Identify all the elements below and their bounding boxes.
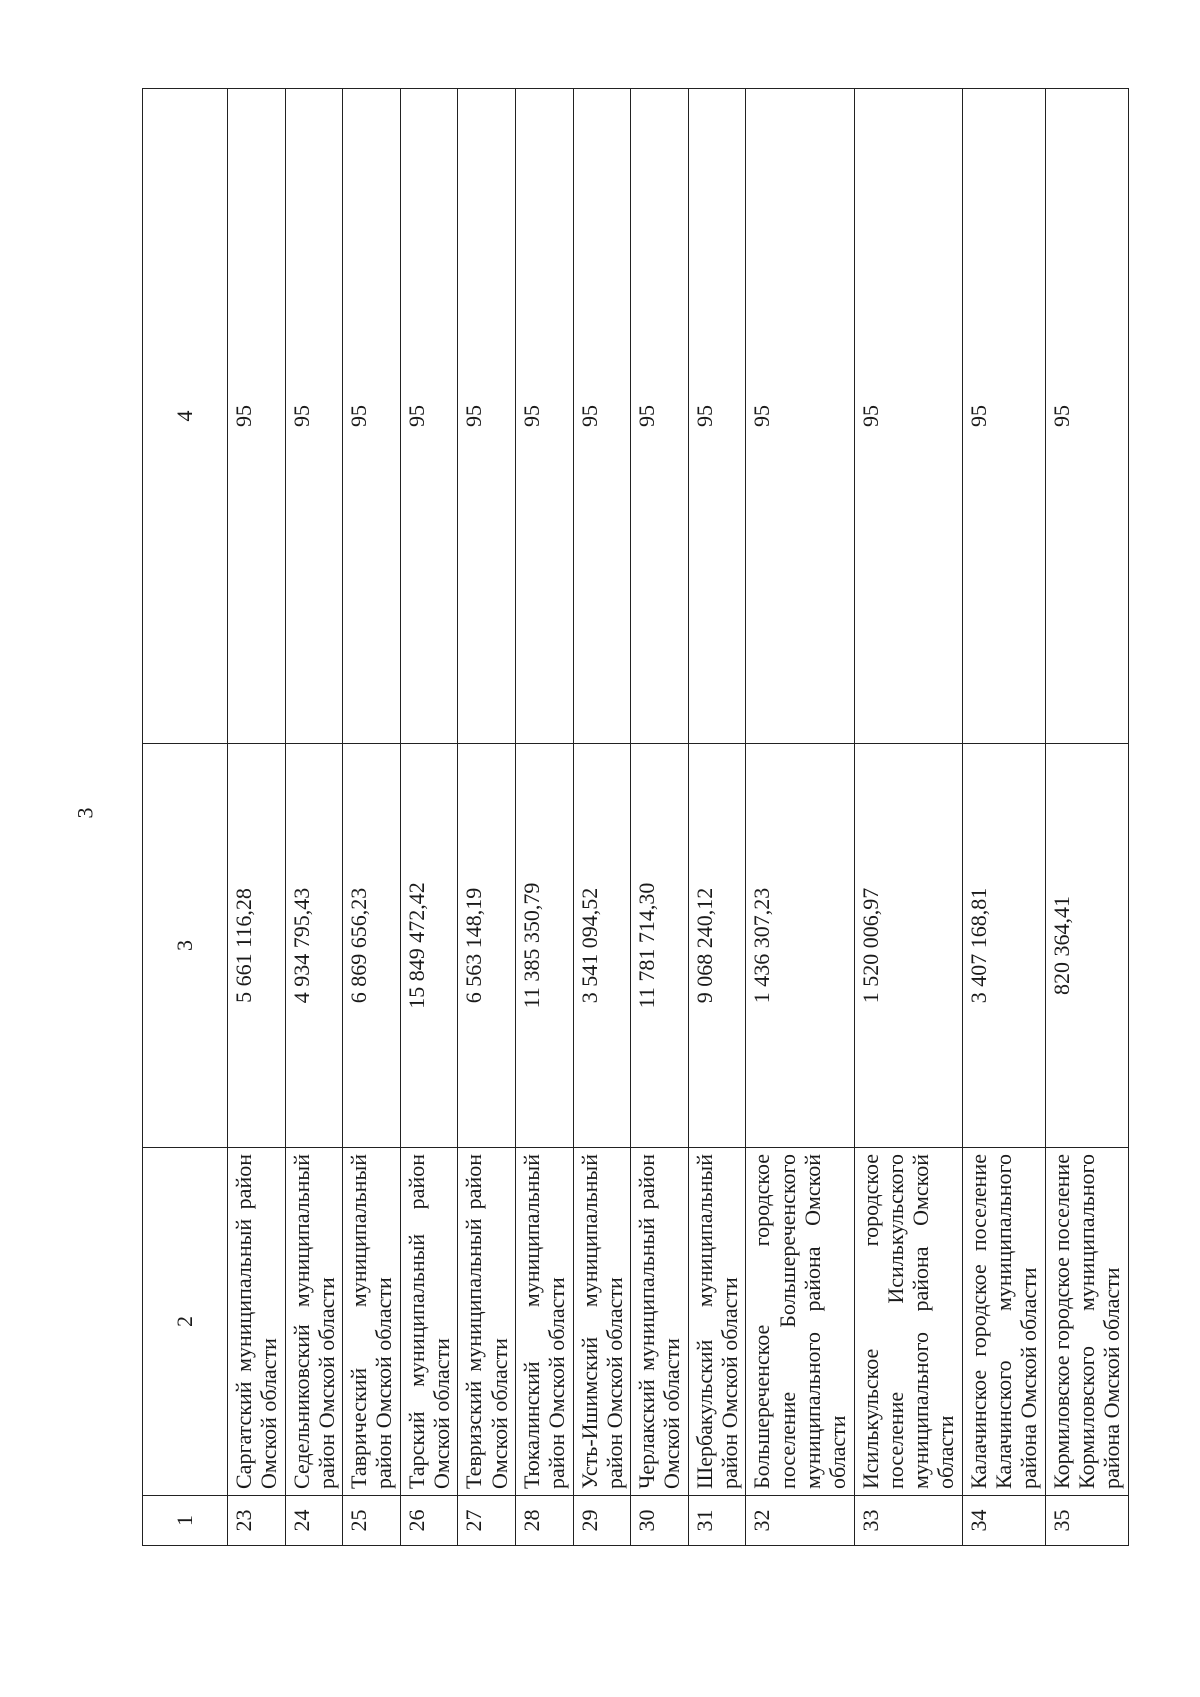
amount-value: 1 436 307,23 [746,744,854,1148]
amount-value: 5 661 116,28 [228,744,286,1148]
table-body [228,89,1129,1546]
row-number: 32 [746,1496,854,1546]
percent-value: 95 [400,89,458,744]
table-row [746,89,854,1546]
percent-value: 95 [1045,89,1128,744]
row-number: 35 [1045,1496,1128,1546]
row-number: 24 [285,1496,343,1546]
table-row [458,89,516,1546]
amount-value: 11 781 714,30 [631,744,689,1148]
municipality-name: Таврический муниципальный район Омской области [343,1148,401,1496]
row-number: 23 [228,1496,286,1546]
row-number: 25 [343,1496,401,1546]
percent-value: 95 [228,89,286,744]
header-col-1: 1 [143,1496,228,1546]
table-header-row [143,89,228,1546]
table-row [343,89,401,1546]
municipality-name: Черлакский муниципальный район Омской области [631,1148,689,1496]
table-row [1045,89,1128,1546]
table-row [688,89,746,1546]
page-number: 3 [72,807,98,819]
percent-value: 95 [343,89,401,744]
amount-value: 9 068 240,12 [688,744,746,1148]
percent-value: 95 [515,89,573,744]
row-number: 27 [458,1496,516,1546]
amount-value: 3 541 094,52 [573,744,631,1148]
header-col-3: 3 [143,744,228,1148]
table-wrapper [142,89,1125,1546]
municipality-name: Кормиловское городское поселение Кормиловского муниципального района Омской области [1045,1148,1128,1496]
municipality-name: Калачинское городское поселение Калачинского муниципального района Омской области [962,1148,1045,1496]
amount-value: 820 364,41 [1045,744,1128,1148]
municipality-name: Шербакульский муниципальный район Омской области [688,1148,746,1496]
table-row [854,89,962,1546]
percent-value: 95 [962,89,1045,744]
row-number: 31 [688,1496,746,1546]
municipality-name: Тарский муниципальный район Омской области [400,1148,458,1496]
table-row [400,89,458,1546]
percent-value: 95 [746,89,854,744]
percent-value: 95 [458,89,516,744]
percent-value: 95 [573,89,631,744]
municipality-name: Большереченское городское поселение Большереченского муниципального района Омской области [746,1148,854,1496]
municipality-name: Седельниковский муниципальный район Омской области [285,1148,343,1496]
amount-value: 11 385 350,79 [515,744,573,1148]
percent-value: 95 [854,89,962,744]
municipality-name: Тюкалинский муниципальный район Омской области [515,1148,573,1496]
percent-value: 95 [631,89,689,744]
table-container [142,89,1125,1546]
municipality-name: Саргатский муниципальный район Омской области [228,1148,286,1496]
percent-value: 95 [688,89,746,744]
row-number: 30 [631,1496,689,1546]
municipality-name: Усть-Ишимский муниципальный район Омской области [573,1148,631,1496]
table-row [573,89,631,1546]
row-number: 33 [854,1496,962,1546]
row-number: 34 [962,1496,1045,1546]
municipality-name: Исилькульское городское поселение Исилькульского муниципального района Омской области [854,1148,962,1496]
amount-value: 4 934 795,43 [285,744,343,1148]
table-row [515,89,573,1546]
header-col-4: 4 [143,89,228,744]
header-col-2: 2 [143,1148,228,1496]
table-row [228,89,286,1546]
amount-value: 1 520 006,97 [854,744,962,1148]
amount-value: 6 869 656,23 [343,744,401,1148]
amount-value: 6 563 148,19 [458,744,516,1148]
row-number: 26 [400,1496,458,1546]
municipality-name: Тевризский муниципальный район Омской области [458,1148,516,1496]
table-row [285,89,343,1546]
table-row [631,89,689,1546]
amount-value: 3 407 168,81 [962,744,1045,1148]
row-number: 28 [515,1496,573,1546]
row-number: 29 [573,1496,631,1546]
allocation-table [142,88,1129,1546]
amount-value: 15 849 472,42 [400,744,458,1148]
table-row [962,89,1045,1546]
percent-value: 95 [285,89,343,744]
